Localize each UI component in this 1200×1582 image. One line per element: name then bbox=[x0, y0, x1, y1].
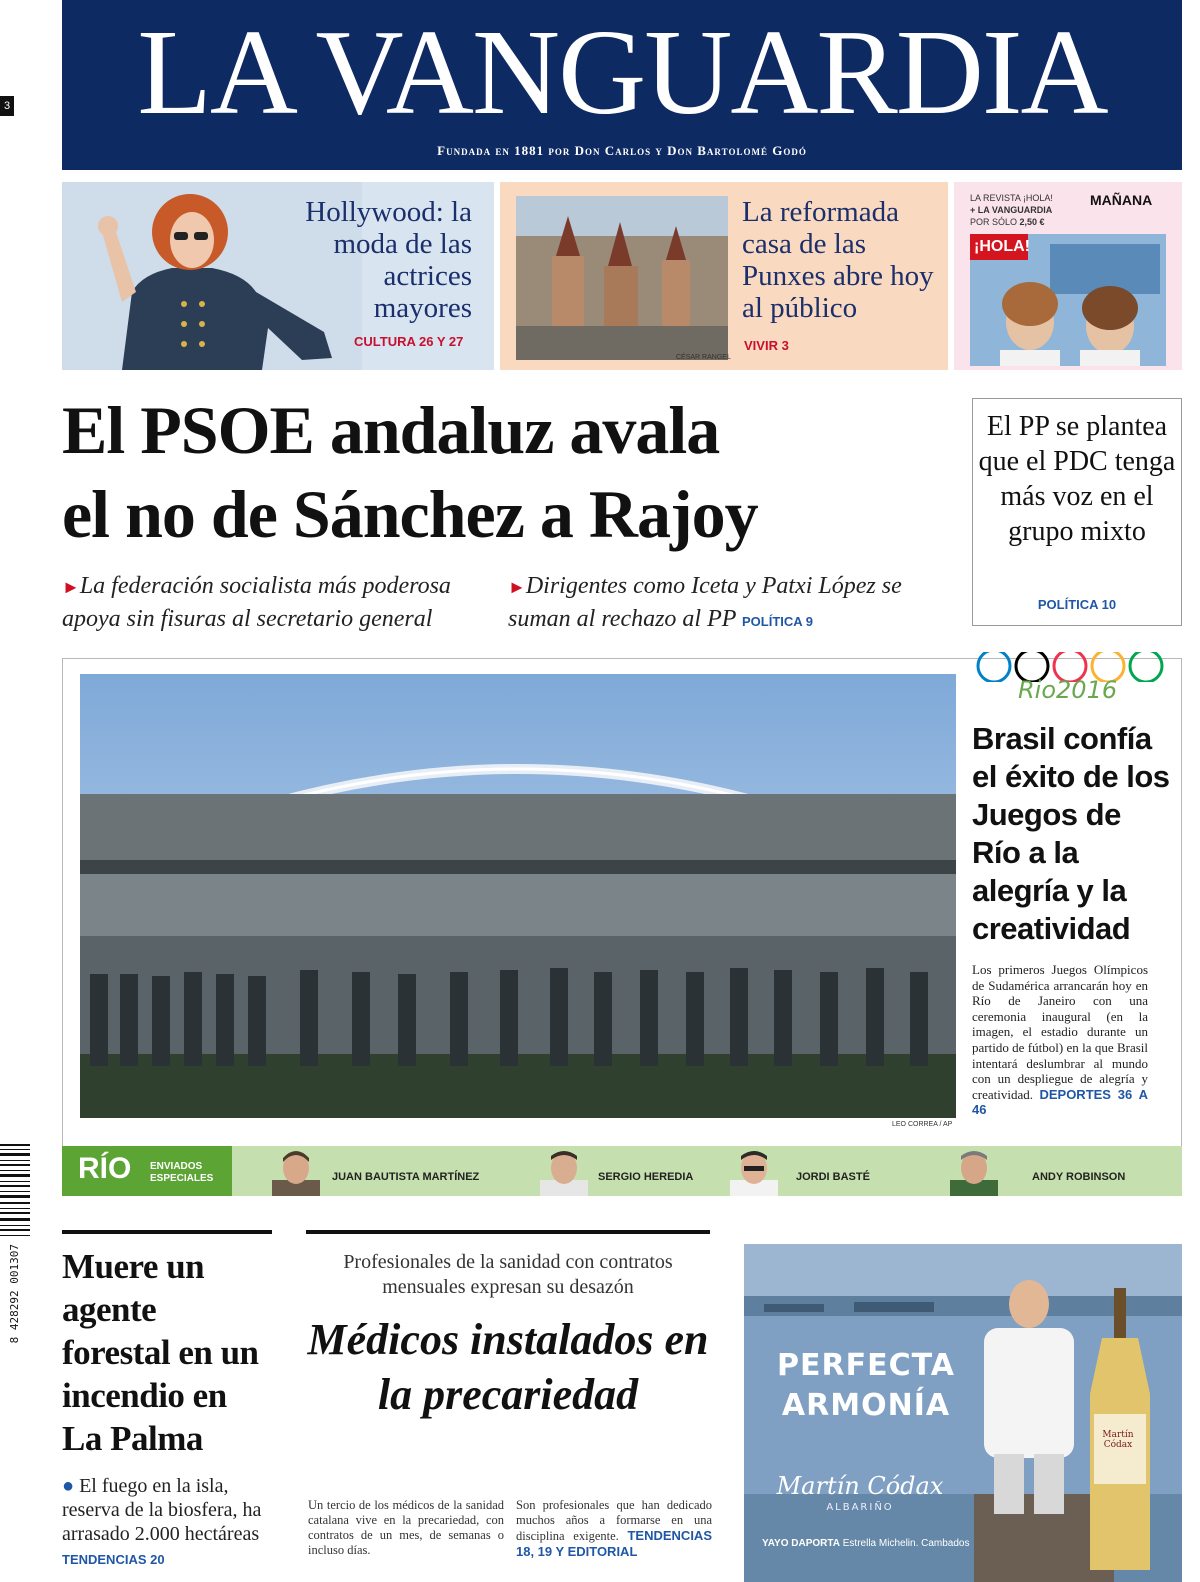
rio2016-logo: Rio2016 bbox=[1018, 676, 1118, 704]
ad-credit: YAYO DAPORTA Estrella Michelin. Cambados bbox=[762, 1538, 970, 1549]
envoy-name: ANDY ROBINSON bbox=[1032, 1171, 1126, 1183]
lead-headline[interactable]: El PSOE andaluz avala el no de Sánchez a Rajoy bbox=[62, 392, 758, 552]
teaser-headline[interactable]: La reformada casa de las Punxes abre hoy al público bbox=[742, 196, 934, 324]
section-reference[interactable]: POLÍTICA 10 bbox=[1037, 597, 1117, 612]
magazine-logo: ¡HOLA! bbox=[974, 238, 1030, 255]
envoy-name: JUAN BAUTISTA MARTÍNEZ bbox=[332, 1171, 480, 1183]
rio-headline[interactable]: Brasil confía el éxito de los Juegos de Río a la alegría y la creatividad bbox=[972, 721, 1170, 946]
envoy-portrait bbox=[946, 1146, 1002, 1196]
section-reference[interactable]: DEPORTES 36 A 46 bbox=[972, 1086, 1148, 1118]
envoy-name: SERGIO HEREDIA bbox=[598, 1171, 694, 1183]
masthead-tagline: Fundada en 1881 por Don Carlos y Don Bartolomé Godó bbox=[437, 143, 807, 158]
side-box-headline: El PP se plantea que el PDC tenga más voz en el grupo mixto bbox=[978, 411, 1176, 547]
teaser-section[interactable]: CULTURA 26 Y 27 bbox=[354, 334, 464, 349]
bullet-icon: ● bbox=[62, 1475, 75, 1497]
promo-day: MAÑANA bbox=[1090, 192, 1153, 208]
column-rule bbox=[62, 1230, 272, 1234]
section-reference[interactable]: POLÍTICA 9 bbox=[742, 614, 814, 629]
photo-credit: CÉSAR RANGEL bbox=[676, 354, 731, 361]
doctors-headline[interactable]: Médicos instalados en la precariedad bbox=[307, 1315, 709, 1419]
teaser-hollywood[interactable] bbox=[62, 182, 494, 370]
promo-text: LA REVISTA ¡HOLA! + LA VANGUARDIA POR SÓLO 2,50 € bbox=[970, 193, 1053, 227]
section-reference[interactable]: TENDENCIAS 18, 19 Y EDITORIAL bbox=[516, 1528, 712, 1559]
envoy-portrait bbox=[726, 1146, 782, 1196]
edge-page-mark: 3 bbox=[0, 96, 14, 116]
doctors-column-2: Son profesionales que han dedicado muchos años a formarse en una disciplina exigente. TENDENCIAS 18, 19 Y EDITORIAL bbox=[516, 1498, 712, 1559]
forest-fire-headline[interactable]: Muere un agente forestal en un incendio en La Palma bbox=[62, 1247, 259, 1458]
lead-deck-left: ►La federación socialista más poderosa apoya sin fisuras al secretario general bbox=[62, 573, 451, 632]
envoy-name: JORDI BASTÉ bbox=[796, 1171, 870, 1183]
city-photo bbox=[516, 196, 728, 360]
teaser-hola-promo[interactable] bbox=[954, 182, 1182, 370]
doctors-kicker: Profesionales de la sanidad con contratos mensuales expresan su desazón bbox=[343, 1251, 673, 1298]
rio-body: Los primeros Juegos Olímpicos de Sudamérica arrancarán hoy en Río de Janeiro con una ceremonia inaugural (en la imagen, el estadio durante un partido de fútbol) en la que Brasil intentará deslumbrar al mundo con un despliegue de alegría y creatividad. DEPORTES 36 A 46 bbox=[972, 962, 1148, 1118]
envoys-sublabel: ENVIADOS ESPECIALES bbox=[150, 1161, 214, 1184]
triangle-bullet-icon: ► bbox=[508, 577, 526, 597]
ad-variety: ALBARIÑO bbox=[826, 1502, 894, 1513]
teaser-headline[interactable]: Hollywood: la moda de las actrices mayores bbox=[305, 196, 472, 324]
doctors-column-1: Un tercio de los médicos de la sanidad catalana vive en la precariedad, con contratos de un mes, de semanas o incluso días. bbox=[308, 1498, 504, 1557]
ad-headline: PERFECTA ARMONÍA bbox=[777, 1348, 955, 1423]
barcode-digits: 8 428292 001307 bbox=[8, 1244, 21, 1344]
masthead bbox=[62, 0, 1182, 170]
stadium-photo bbox=[80, 674, 956, 1118]
envoys-label: RÍO bbox=[78, 1152, 132, 1185]
photo-credit: LEO CORREA / AP bbox=[892, 1121, 953, 1128]
envoy-portrait bbox=[536, 1146, 592, 1196]
section-reference[interactable]: TENDENCIAS 20 bbox=[62, 1552, 165, 1567]
triangle-bullet-icon: ► bbox=[62, 577, 80, 597]
lead-deck-right: ►Dirigentes como Iceta y Patxi López se suman al rechazo al PP POLÍTICA 9 bbox=[508, 573, 902, 632]
side-box-pp[interactable] bbox=[972, 398, 1182, 626]
envoy-portrait bbox=[268, 1146, 324, 1196]
ad-brand: Martín Códax bbox=[776, 1472, 944, 1500]
forest-fire-deck: ● El fuego en la isla, reserva de la biosfera, ha arrasado 2.000 hectáreas TENDENCIAS 20 bbox=[62, 1475, 262, 1567]
column-rule bbox=[306, 1230, 710, 1234]
newspaper-title: LA VANGUARDIA bbox=[137, 5, 1107, 140]
bottle-label: Martín Códax bbox=[1102, 1430, 1134, 1450]
teaser-section[interactable]: VIVIR 3 bbox=[744, 338, 789, 353]
teaser-casa-punxes[interactable] bbox=[500, 182, 948, 370]
